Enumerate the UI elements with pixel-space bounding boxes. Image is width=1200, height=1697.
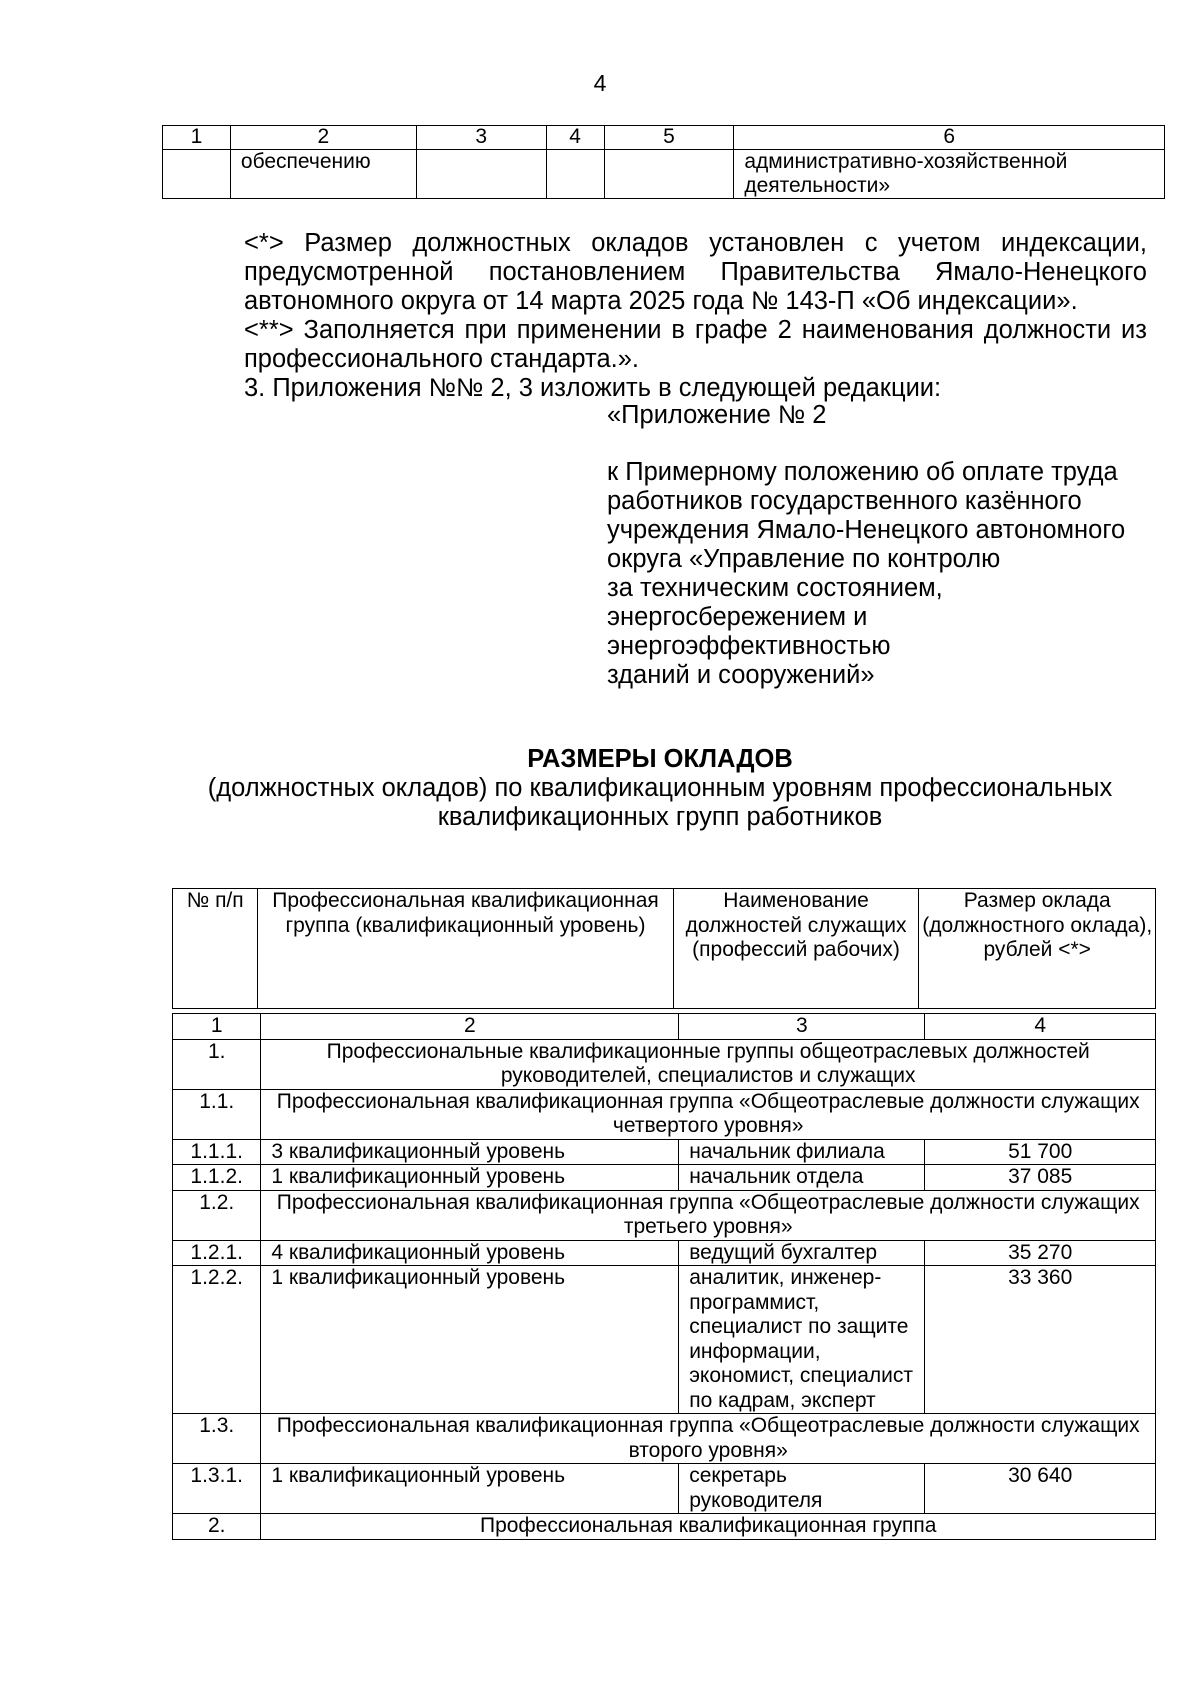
salary-table — [172, 1013, 1156, 1540]
salary-value: 37 085 — [925, 1165, 1156, 1191]
appendix-line: к Примерному положению об оплате труда — [607, 458, 1118, 486]
table-cell — [604, 150, 734, 199]
row-number: 1.1.2. — [173, 1165, 261, 1191]
row-number: 1.2.1. — [173, 1240, 261, 1266]
column-number: 3 — [679, 1014, 925, 1040]
position-name: начальник филиала — [679, 1139, 925, 1165]
column-number: 1 — [163, 126, 231, 150]
column-number: 1 — [173, 1014, 261, 1040]
item-3: 3. Приложения №№ 2, 3 изложить в следующей редакции: — [244, 374, 942, 402]
column-number: 2 — [261, 1014, 679, 1040]
continued-table — [162, 125, 1165, 199]
footnote-2: <**> Заполняется при применении в графе 2 наименования должности из профессионального стандарта.». — [244, 316, 1147, 373]
column-number: 4 — [546, 126, 604, 150]
document-title — [160, 745, 1160, 832]
table-row — [173, 1139, 1156, 1165]
row-number: 1.2.2. — [173, 1266, 261, 1414]
salary-value: 51 700 — [925, 1139, 1156, 1165]
page-number: 4 — [593, 70, 607, 96]
column-number: 2 — [230, 126, 416, 150]
qualification-level: 1 квалификационный уровень — [261, 1266, 679, 1414]
table-cell: административно-хозяйственной деятельности» — [734, 150, 1165, 199]
qualification-level: 1 квалификационный уровень — [261, 1464, 679, 1514]
group-row — [173, 1089, 1156, 1139]
header-cell: Наименование должностей служащих (профессий рабочих) — [673, 889, 919, 1009]
qualification-level: 1 квалификационный уровень — [261, 1165, 679, 1191]
appendix-reference — [607, 458, 1167, 690]
position-name: ведущий бухгалтер — [679, 1240, 925, 1266]
group-title: Профессиональная квалификационная группа «Общеотраслевые должности служащих третьего уровня» — [261, 1190, 1156, 1240]
group-row — [173, 1039, 1156, 1089]
group-title: Профессиональная квалификационная группа — [261, 1514, 1156, 1540]
appendix-line: энергосбережением и — [607, 603, 868, 631]
group-title: Профессиональные квалификационные группы общеотраслевых должностей руководителей, специалистов и служащих — [261, 1039, 1156, 1089]
qualification-level: 3 квалификационный уровень — [261, 1139, 679, 1165]
salary-table-header — [172, 888, 1156, 1009]
column-number: 5 — [604, 126, 734, 150]
group-title: Профессиональная квалификационная группа «Общеотраслевые должности служащих четвертого уровня» — [261, 1089, 1156, 1139]
salary-value: 35 270 — [925, 1240, 1156, 1266]
column-number: 4 — [925, 1014, 1156, 1040]
group-row — [173, 1190, 1156, 1240]
footnote-1: <*> Размер должностных окладов установлен с учетом индексации, предусмотренной постановлением Правительства Ямало-Ненецкого автономного округа от 14 марта 2025 года № 143-П «Об индексации». — [244, 229, 1147, 315]
table-row — [173, 1266, 1156, 1414]
appendix-label: «Приложение № 2 — [607, 401, 827, 429]
qualification-level: 4 квалификационный уровень — [261, 1240, 679, 1266]
appendix-line: учреждения Ямало-Ненецкого автономного — [607, 516, 1126, 544]
row-number: 1.1.1. — [173, 1139, 261, 1165]
title-subline: (должностных окладов) по квалификационным уровням профессиональных — [207, 774, 1113, 802]
table-row — [173, 1165, 1156, 1191]
column-number: 3 — [416, 126, 546, 150]
column-numbers-row — [173, 1014, 1156, 1040]
table-row — [163, 150, 1165, 199]
table-row — [173, 1464, 1156, 1514]
column-number: 6 — [734, 126, 1165, 150]
header-cell: Размер оклада (должностного оклада), рублей <*> — [919, 889, 1156, 1009]
table-cell — [546, 150, 604, 199]
appendix-line: за техническим состоянием, — [607, 574, 943, 602]
row-number: 1.3. — [173, 1414, 261, 1464]
row-number: 1. — [173, 1039, 261, 1089]
group-title: Профессиональная квалификационная группа «Общеотраслевые должности служащих второго уровня» — [261, 1414, 1156, 1464]
position-name: аналитик, инженер-программист, специалист по защите информации, экономист, специалист по кадрам, эксперт — [679, 1266, 925, 1414]
title-heading: РАЗМЕРЫ ОКЛАДОВ — [527, 745, 793, 773]
appendix-line: работников государственного казённого — [607, 487, 1082, 515]
salary-value: 33 360 — [925, 1266, 1156, 1414]
position-name: секретарь руководителя — [679, 1464, 925, 1514]
group-row — [173, 1414, 1156, 1464]
title-subline: квалификационных групп работников — [437, 803, 883, 831]
table-cell — [416, 150, 546, 199]
appendix-line: округа «Управление по контролю — [607, 545, 1001, 573]
appendix-line: энергоэффективностью — [607, 632, 891, 660]
table-header-row — [173, 889, 1156, 1009]
appendix-line: зданий и сооружений» — [607, 661, 875, 689]
row-number: 1.2. — [173, 1190, 261, 1240]
salary-value: 30 640 — [925, 1464, 1156, 1514]
header-cell: № п/п — [173, 889, 258, 1009]
footnotes — [172, 229, 1147, 403]
table-cell: обеспечению — [230, 150, 416, 199]
row-number: 1.1. — [173, 1089, 261, 1139]
position-name: начальник отдела — [679, 1165, 925, 1191]
table-row — [173, 1240, 1156, 1266]
row-number: 1.3.1. — [173, 1464, 261, 1514]
row-number: 2. — [173, 1514, 261, 1540]
table-cell — [163, 150, 231, 199]
header-cell: Профессиональная квалификационная группа (квалификационный уровень) — [258, 889, 673, 1009]
table-header-row — [163, 126, 1165, 150]
group-row — [173, 1514, 1156, 1540]
